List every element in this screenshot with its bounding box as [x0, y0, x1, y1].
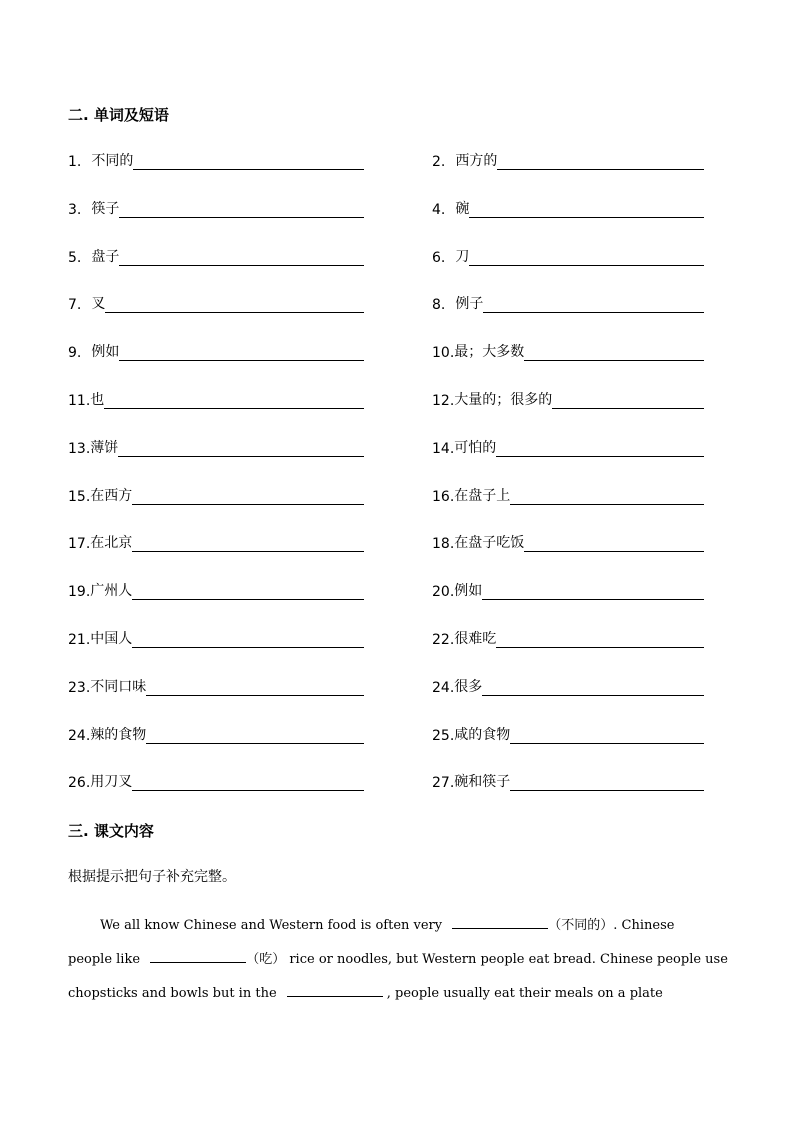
- item-word: 例如: [91, 344, 120, 361]
- passage-text: people like: [68, 952, 141, 967]
- item-number: 8.: [432, 297, 446, 314]
- vocab-item: [68, 485, 364, 505]
- item-word: 盘子: [91, 248, 120, 265]
- passage-line-2: [68, 948, 728, 967]
- vocab-item: [68, 437, 364, 457]
- vocab-item: [68, 293, 364, 313]
- answer-blank[interactable]: [482, 584, 704, 600]
- answer-blank[interactable]: [287, 984, 383, 997]
- vocab-item: [68, 580, 364, 600]
- item-number: 2.: [432, 154, 446, 170]
- vocab-item: [432, 150, 704, 170]
- item-number: 25.: [432, 727, 455, 744]
- vocab-item: [432, 293, 704, 313]
- item-number: 15.: [68, 488, 91, 505]
- vocab-item: [432, 628, 704, 648]
- vocab-item: [432, 580, 704, 600]
- item-word: 也: [90, 392, 105, 408]
- item-word: 在北京: [90, 535, 133, 552]
- item-number: 18.: [432, 536, 455, 553]
- item-number: 9.: [68, 345, 82, 362]
- answer-blank[interactable]: [119, 250, 364, 266]
- answer-blank[interactable]: [524, 536, 704, 552]
- item-word: 很多: [454, 678, 483, 695]
- vocab-item: [432, 771, 704, 791]
- item-word: 在盘子吃饭: [454, 535, 525, 552]
- vocab-item: [68, 198, 364, 218]
- vocab-item: [68, 389, 364, 409]
- vocab-item: [432, 389, 704, 409]
- item-word: 可怕的: [454, 439, 497, 456]
- passage-text: rice or noodles, but Western people eat bread. Chinese people use: [289, 952, 728, 967]
- item-word: 大量的；很多的: [454, 392, 553, 408]
- vocab-item: [68, 341, 364, 361]
- passage-text: . Chinese: [613, 918, 675, 933]
- item-number: 6.: [432, 249, 446, 266]
- vocab-item: [432, 485, 704, 505]
- answer-blank[interactable]: [119, 345, 364, 361]
- answer-blank[interactable]: [146, 728, 364, 744]
- item-number: 17.: [68, 536, 91, 553]
- answer-blank[interactable]: [496, 441, 704, 457]
- item-number: 26.: [68, 775, 91, 792]
- answer-blank[interactable]: [497, 154, 704, 170]
- answer-blank[interactable]: [483, 297, 704, 313]
- item-number: 12.: [432, 393, 455, 409]
- answer-blank[interactable]: [132, 489, 364, 505]
- item-number: 4.: [432, 201, 446, 218]
- answer-blank[interactable]: [469, 250, 704, 266]
- item-word: 例子: [455, 296, 484, 313]
- item-word: 不同口味: [90, 678, 147, 695]
- item-word: 很难吃: [454, 631, 497, 647]
- answer-blank[interactable]: [132, 632, 364, 648]
- section-title-words: 二. 单词及短语: [68, 106, 169, 124]
- item-number: 14.: [432, 440, 455, 457]
- item-word: 西方的: [455, 153, 498, 169]
- answer-blank[interactable]: [510, 728, 704, 744]
- answer-blank[interactable]: [132, 775, 364, 791]
- vocab-item: [68, 628, 364, 648]
- item-number: 24.: [68, 727, 91, 744]
- answer-blank[interactable]: [132, 584, 364, 600]
- answer-blank[interactable]: [104, 393, 364, 409]
- passage-text: chopsticks and bowls but in the: [68, 986, 277, 1001]
- item-number: 19.: [68, 584, 91, 601]
- item-number: 11.: [68, 393, 91, 409]
- vocab-item: [432, 437, 704, 457]
- answer-blank[interactable]: [119, 202, 364, 218]
- item-word: 咸的食物: [454, 726, 511, 743]
- item-word: 广州人: [90, 583, 133, 600]
- item-number: 20.: [432, 584, 455, 601]
- answer-blank[interactable]: [118, 441, 364, 457]
- vocab-item: [432, 198, 704, 218]
- item-number: 22.: [432, 632, 455, 648]
- item-word: 辣的食物: [90, 726, 147, 743]
- item-number: 21.: [68, 632, 91, 648]
- item-number: 7.: [68, 297, 82, 314]
- vocab-item: [432, 724, 704, 744]
- vocab-item: [68, 150, 364, 170]
- item-number: 16.: [432, 488, 455, 505]
- item-number: 13.: [68, 440, 91, 457]
- passage-line-3: [68, 984, 714, 1001]
- item-number: 5.: [68, 249, 82, 266]
- vocab-item: [432, 341, 704, 361]
- vocab-item: [68, 532, 364, 552]
- item-word: 在盘子上: [454, 487, 511, 504]
- item-number: 23.: [68, 679, 91, 696]
- passage-line-1: [100, 914, 714, 933]
- vocab-item: [68, 771, 364, 791]
- answer-blank[interactable]: [510, 775, 704, 791]
- item-word: 薄饼: [90, 439, 119, 456]
- section-title-text: 三. 课文内容: [68, 822, 154, 840]
- passage-text: , people usually eat their meals on a plate: [386, 986, 663, 1001]
- answer-blank[interactable]: [482, 680, 704, 696]
- item-word: 刀: [455, 248, 470, 265]
- item-word: 碗: [455, 200, 470, 217]
- item-word: 例如: [454, 583, 483, 600]
- item-word: 用刀叉: [90, 774, 133, 791]
- item-word: 碗和筷子: [454, 774, 511, 791]
- answer-blank[interactable]: [469, 202, 704, 218]
- item-word: 不同的: [91, 153, 134, 169]
- hint: （吃）: [246, 952, 286, 967]
- item-number: 24.: [432, 679, 455, 696]
- vocab-item: [68, 724, 364, 744]
- item-number: 10.: [432, 345, 455, 362]
- answer-blank[interactable]: [510, 489, 704, 505]
- vocab-item: [432, 532, 704, 552]
- answer-blank[interactable]: [133, 154, 364, 170]
- answer-blank[interactable]: [496, 632, 704, 648]
- item-number: 3.: [68, 201, 82, 218]
- answer-blank[interactable]: [105, 297, 364, 313]
- answer-blank[interactable]: [552, 393, 704, 409]
- item-number: 1.: [68, 154, 82, 170]
- instruction: 根据提示把句子补充完整。: [68, 869, 236, 885]
- item-word: 中国人: [90, 631, 133, 647]
- answer-blank[interactable]: [150, 950, 246, 963]
- answer-blank[interactable]: [132, 536, 364, 552]
- vocab-item: [68, 676, 364, 696]
- answer-blank[interactable]: [524, 345, 704, 361]
- item-word: 在西方: [90, 487, 133, 504]
- item-word: 筷子: [91, 200, 120, 217]
- item-number: 27.: [432, 775, 455, 792]
- vocab-item: [432, 246, 704, 266]
- answer-blank[interactable]: [452, 916, 548, 929]
- passage-text: We all know Chinese and Western food is often very: [100, 918, 443, 933]
- item-word: 最；大多数: [454, 344, 525, 361]
- hint: （不同的）: [548, 918, 614, 933]
- answer-blank[interactable]: [146, 680, 364, 696]
- vocab-item: [68, 246, 364, 266]
- item-word: 叉: [91, 296, 106, 313]
- vocab-item: [432, 676, 704, 696]
